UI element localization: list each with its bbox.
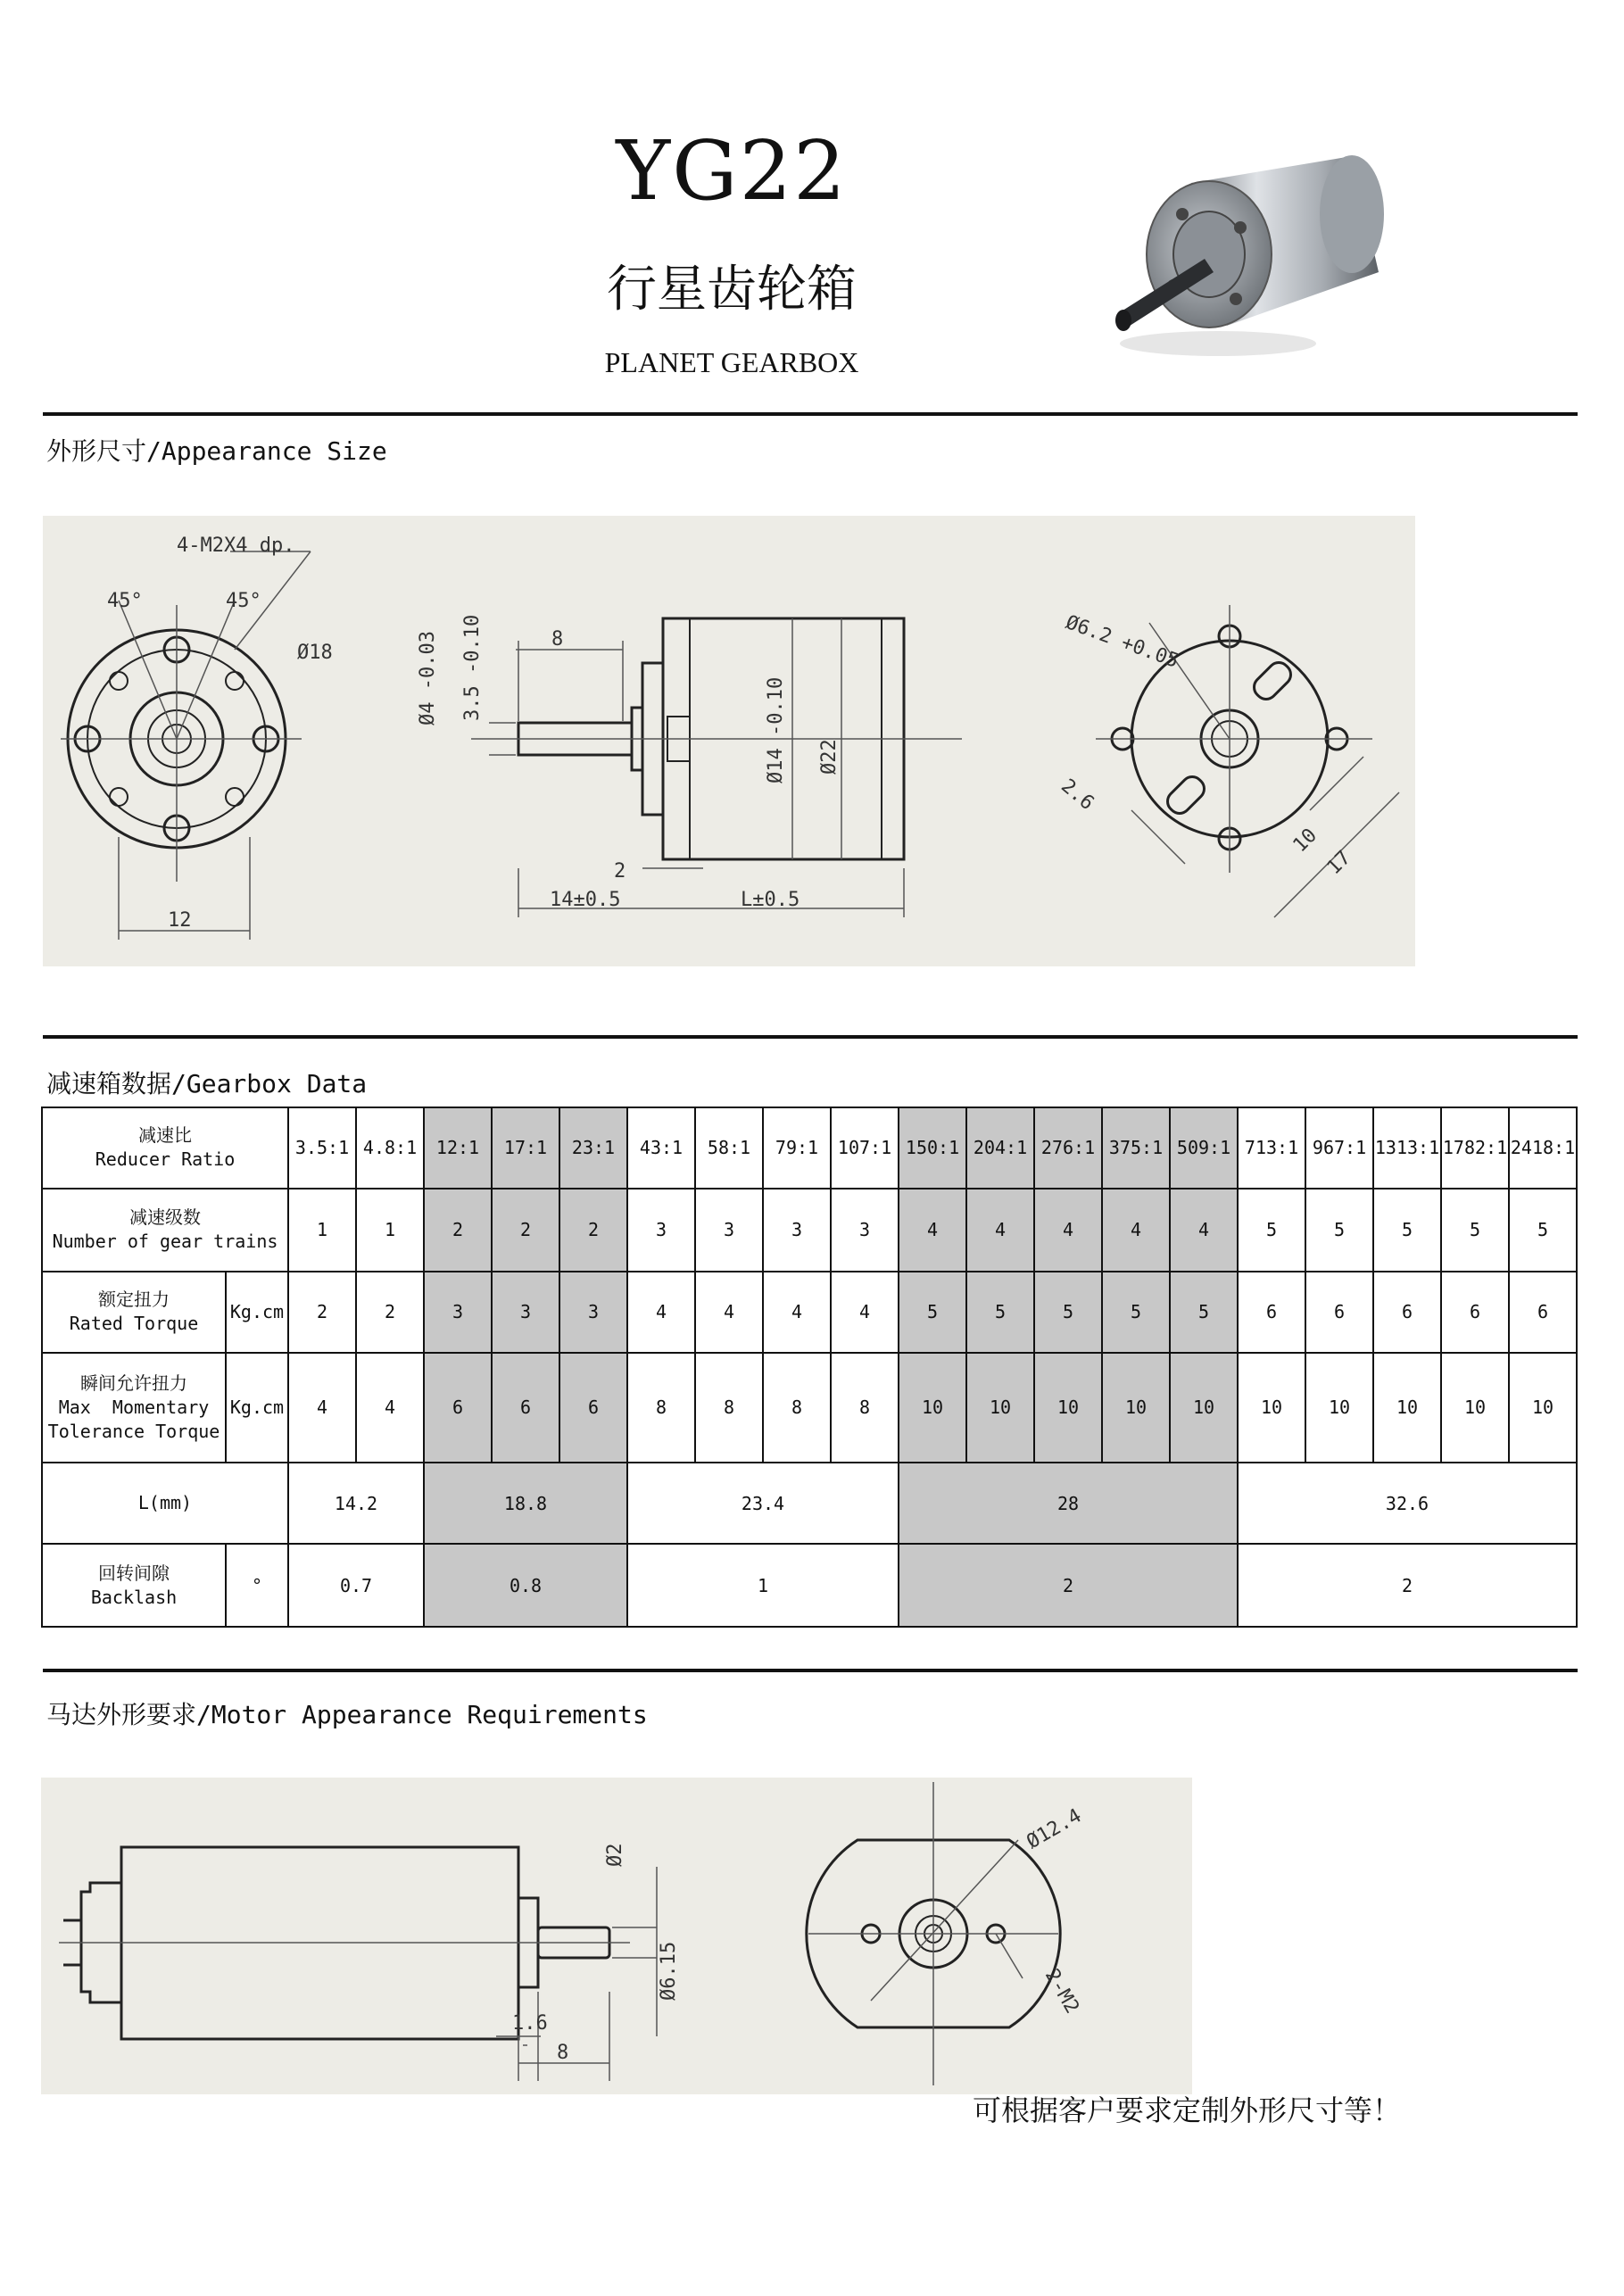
product-model-title: YG22 xyxy=(616,123,848,219)
holes-callout: 4-M2X4 dp. xyxy=(177,535,295,557)
stages-cell: 1 xyxy=(288,1189,356,1272)
rated-cell: 4 xyxy=(627,1272,695,1353)
stages-cell: 3 xyxy=(627,1189,695,1272)
ratio-cell: 509:1 xyxy=(1170,1107,1238,1189)
backlash-unit: ° xyxy=(226,1544,288,1627)
ratio-cell: 150:1 xyxy=(899,1107,966,1189)
backlash-cell: 0.8 xyxy=(424,1544,627,1627)
stages-cell: 3 xyxy=(695,1189,763,1272)
step-2-label: 2 xyxy=(614,860,626,883)
ratio-cell: 79:1 xyxy=(763,1107,831,1189)
ratio-cell: 23:1 xyxy=(559,1107,627,1189)
stages-cell: 4 xyxy=(1170,1189,1238,1272)
max-cell: 8 xyxy=(763,1353,831,1463)
header-divider xyxy=(43,412,1578,416)
stages-cell: 3 xyxy=(763,1189,831,1272)
max-cell: 8 xyxy=(831,1353,899,1463)
stages-cell: 4 xyxy=(1034,1189,1102,1272)
diameter-22-label: Ø22 xyxy=(818,739,841,775)
rated-cell: 3 xyxy=(559,1272,627,1353)
ratio-cell: 58:1 xyxy=(695,1107,763,1189)
rated-cell: 5 xyxy=(966,1272,1034,1353)
ratio-cell: 204:1 xyxy=(966,1107,1034,1189)
ratio-cell: 17:1 xyxy=(492,1107,559,1189)
dim-10-label: 10 xyxy=(1288,824,1322,858)
motor-boss-dia-label: Ø6.15 xyxy=(658,1941,680,2001)
diameter-18-label: Ø18 xyxy=(297,642,333,664)
gearbox-dimension-drawing xyxy=(43,516,1415,966)
diameter-62-label: Ø6.2 +0.05 xyxy=(1062,611,1181,673)
max-cell: 6 xyxy=(492,1353,559,1463)
stages-label: 减速级数 Number of gear trains xyxy=(42,1189,288,1272)
ratio-cell: 276:1 xyxy=(1034,1107,1102,1189)
rated-cell: 4 xyxy=(831,1272,899,1353)
ratio-cell: 967:1 xyxy=(1305,1107,1373,1189)
gearbox-data-table xyxy=(41,1107,1578,1628)
stages-cell: 4 xyxy=(1102,1189,1170,1272)
max-cell: 4 xyxy=(356,1353,424,1463)
gearbox-data-heading: 减速箱数据/Gearbox Data xyxy=(46,1069,368,1098)
rated-cell: 3 xyxy=(492,1272,559,1353)
product-title-cn: 行星齿轮箱 xyxy=(607,261,857,319)
max-cell: 10 xyxy=(1509,1353,1577,1463)
gearbox-product-photo xyxy=(1084,129,1441,370)
dim-26-label: 2.6 xyxy=(1056,775,1098,816)
ratio-cell: 43:1 xyxy=(627,1107,695,1189)
rated-cell: 5 xyxy=(899,1272,966,1353)
max-cell: 10 xyxy=(1441,1353,1509,1463)
rated-cell: 5 xyxy=(1034,1272,1102,1353)
motor-shaft-dia-2-label: Ø2 xyxy=(604,1843,626,1867)
motor-len-16-label: 1.6 xyxy=(512,2012,548,2035)
max-cell: 10 xyxy=(1170,1353,1238,1463)
diameter-14-label: Ø14 -0.10 xyxy=(765,676,787,783)
max-cell: 8 xyxy=(627,1353,695,1463)
rated-cell: 6 xyxy=(1238,1272,1305,1353)
motor-hole-circle-dia-label: Ø12.4 xyxy=(1023,1804,1086,1854)
stages-cell: 4 xyxy=(966,1189,1034,1272)
backlash-cell: 0.7 xyxy=(288,1544,424,1627)
rated-cell: 6 xyxy=(1305,1272,1373,1353)
ratio-cell: 1313:1 xyxy=(1373,1107,1441,1189)
backlash-cell: 2 xyxy=(899,1544,1238,1627)
stages-cell: 5 xyxy=(1305,1189,1373,1272)
rated-torque-label: 额定扭力 Rated Torque xyxy=(42,1272,226,1353)
motor-mount-holes-label: 2-M2 xyxy=(1040,1965,1083,2018)
motor-len-8-label: 8 xyxy=(557,2042,569,2064)
max-torque-label: 瞬间允许扭力 Max Momentary Tolerance Torque xyxy=(42,1353,226,1463)
table-row-stages xyxy=(42,1189,1577,1272)
stages-cell: 1 xyxy=(356,1189,424,1272)
motor-requirements-heading: 马达外形要求/Motor Appearance Requirements xyxy=(46,1700,648,1729)
shaft-diameter-4-label: Ø4 -0.03 xyxy=(417,631,439,725)
rated-cell: 6 xyxy=(1509,1272,1577,1353)
section-divider-2 xyxy=(43,1669,1578,1672)
stages-cell: 5 xyxy=(1373,1189,1441,1272)
rated-cell: 4 xyxy=(695,1272,763,1353)
rated-cell: 2 xyxy=(356,1272,424,1353)
rated-cell: 6 xyxy=(1373,1272,1441,1353)
ratio-cell: 4.8:1 xyxy=(356,1107,424,1189)
rated-cell: 5 xyxy=(1102,1272,1170,1353)
rated-torque-unit: Kg.cm xyxy=(226,1272,288,1353)
max-cell: 10 xyxy=(1102,1353,1170,1463)
table-row-length xyxy=(42,1463,1577,1544)
ratio-cell: 375:1 xyxy=(1102,1107,1170,1189)
max-cell: 10 xyxy=(1238,1353,1305,1463)
shaft-length-8-label: 8 xyxy=(551,628,564,651)
length-label: L(mm) xyxy=(42,1463,288,1544)
table-row-rated-torque xyxy=(42,1272,1577,1353)
max-cell: 6 xyxy=(559,1353,627,1463)
backlash-cell: 2 xyxy=(1238,1544,1577,1627)
rated-cell: 4 xyxy=(763,1272,831,1353)
max-cell: 10 xyxy=(899,1353,966,1463)
length-cell: 18.8 xyxy=(424,1463,627,1544)
motor-dimension-drawing xyxy=(41,1778,1192,2094)
max-cell: 10 xyxy=(1034,1353,1102,1463)
length-cell: 32.6 xyxy=(1238,1463,1577,1544)
backlash-label: 回转间隙 Backlash xyxy=(42,1544,226,1627)
max-cell: 6 xyxy=(424,1353,492,1463)
stages-cell: 5 xyxy=(1509,1189,1577,1272)
ratio-cell: 2418:1 xyxy=(1509,1107,1577,1189)
custom-size-note: 可根据客户要求定制外形尺寸等！ xyxy=(973,2093,1402,2127)
length-cell: 23.4 xyxy=(627,1463,899,1544)
rated-cell: 2 xyxy=(288,1272,356,1353)
length-cell: 28 xyxy=(899,1463,1238,1544)
length-cell: 14.2 xyxy=(288,1463,424,1544)
product-title-en: PLANET GEARBOX xyxy=(604,346,859,378)
ratio-cell: 3.5:1 xyxy=(288,1107,356,1189)
backlash-cell: 1 xyxy=(627,1544,899,1627)
length-14-label: 14±0.5 xyxy=(550,889,621,911)
appearance-size-heading: 外形尺寸/Appearance Size xyxy=(46,436,387,466)
stages-cell: 4 xyxy=(899,1189,966,1272)
ratio-cell: 107:1 xyxy=(831,1107,899,1189)
table-row-max-torque xyxy=(42,1353,1577,1463)
stages-cell: 5 xyxy=(1238,1189,1305,1272)
table-row-ratio xyxy=(42,1107,1577,1189)
max-torque-unit: Kg.cm xyxy=(226,1353,288,1463)
max-cell: 10 xyxy=(966,1353,1034,1463)
table-row-backlash xyxy=(42,1544,1577,1627)
angle-label-right: 45° xyxy=(226,590,261,612)
shaft-flat-35-label: 3.5 -0.10 xyxy=(461,614,484,721)
max-cell: 4 xyxy=(288,1353,356,1463)
width-12-label: 12 xyxy=(168,909,192,932)
ratio-cell: 12:1 xyxy=(424,1107,492,1189)
stages-cell: 2 xyxy=(424,1189,492,1272)
stages-cell: 3 xyxy=(831,1189,899,1272)
rated-cell: 6 xyxy=(1441,1272,1509,1353)
stages-cell: 2 xyxy=(559,1189,627,1272)
max-cell: 8 xyxy=(695,1353,763,1463)
length-L-label: L±0.5 xyxy=(741,889,800,911)
max-cell: 10 xyxy=(1305,1353,1373,1463)
angle-label-left: 45° xyxy=(107,590,143,612)
max-cell: 10 xyxy=(1373,1353,1441,1463)
rated-cell: 5 xyxy=(1170,1272,1238,1353)
dim-17-label: 17 xyxy=(1322,846,1355,880)
stages-cell: 2 xyxy=(492,1189,559,1272)
rated-cell: 3 xyxy=(424,1272,492,1353)
section-divider-1 xyxy=(43,1035,1578,1039)
ratio-cell: 713:1 xyxy=(1238,1107,1305,1189)
ratio-cell: 1782:1 xyxy=(1441,1107,1509,1189)
stages-cell: 5 xyxy=(1441,1189,1509,1272)
ratio-label: 减速比 Reducer Ratio xyxy=(42,1107,288,1189)
